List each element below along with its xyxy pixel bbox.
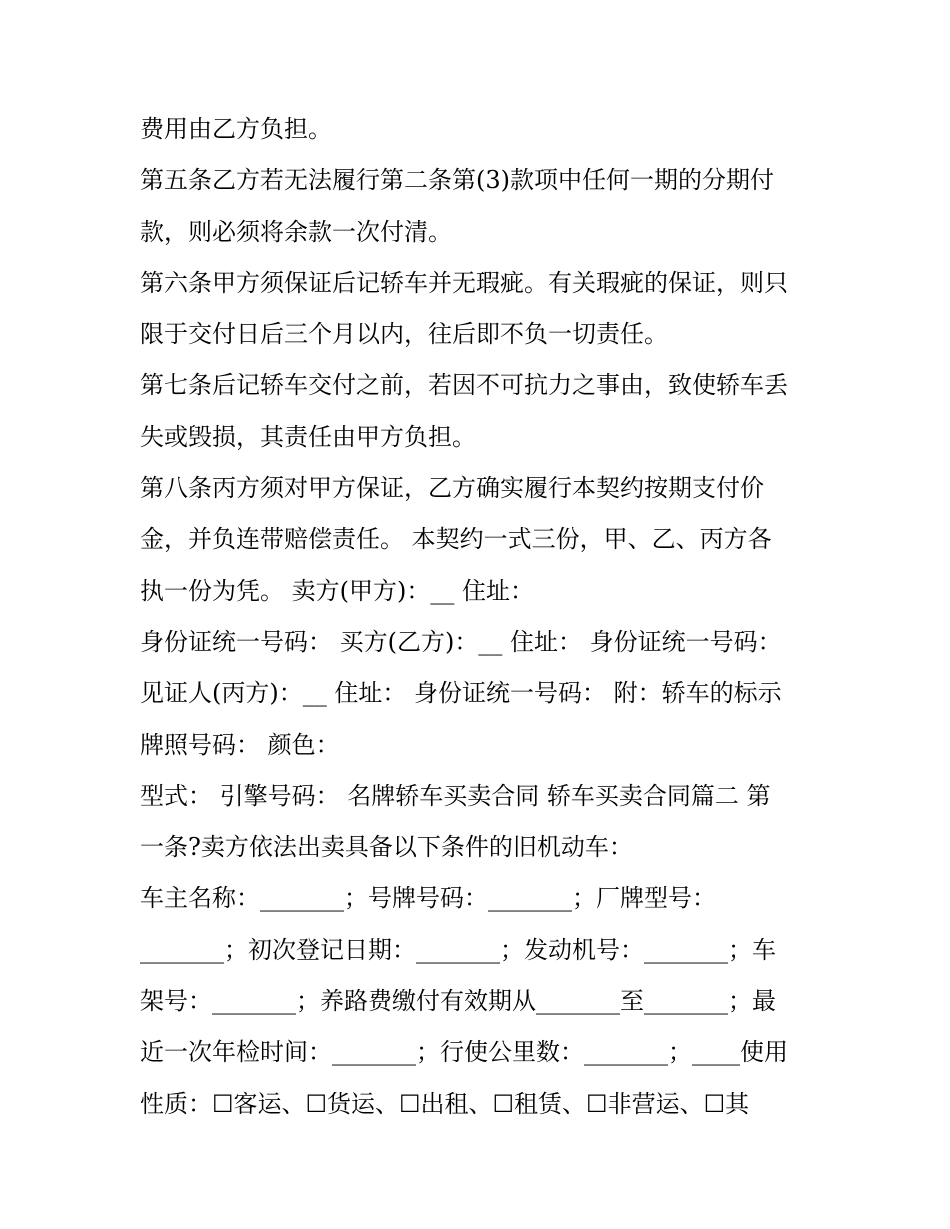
contract-text (140, 104, 820, 1130)
text-line-8: 第八条丙方须对甲方保证，乙方确实履行本契约按期支付价 (140, 474, 764, 503)
text-line-18: 架号：_______；养路费缴付有效期从_______至_______；最 (140, 987, 776, 1016)
text-line-2: 第五条乙方若无法履行第二条第(3)款项中任何一期的分期付 (140, 166, 774, 195)
text-line-10: 执一份为凭。 卖方(甲方)：__ 住址： (140, 576, 534, 605)
text-line-6: 第七条后记轿车交付之前，若因不可抗力之事由，致使轿车丢 (140, 371, 788, 400)
text-line-3: 款，则必须将余款一次付清。 (140, 217, 452, 246)
text-line-11: 身份证统一号码： 买方(乙方)：__ 住址： 身份证统一号码： (140, 627, 782, 656)
text-line-17: _______；初次登记日期：_______；发动机号：_______；车 (140, 935, 776, 964)
text-line-12: 见证人(丙方)：__ 住址： 身份证统一号码： 附：轿车的标示 (140, 679, 782, 708)
text-line-7: 失或毁损，其责任由甲方负担。 (140, 422, 476, 451)
text-line-1: 费用由乙方负担。 (140, 115, 332, 143)
text-line-4: 第六条甲方须保证后记轿车并无瑕疵。有关瑕疵的保证，则只 (140, 268, 788, 297)
text-line-16: 车主名称：_______；号牌号码：_______；厂牌型号： (140, 884, 716, 913)
text-line-13: 牌照号码： 颜色： (140, 730, 340, 759)
text-line-9: 金，并负连带赔偿责任。 本契约一式三份，甲、乙、丙方各 (140, 525, 772, 554)
text-line-20: 性质：☐客运、☐货运、☐出租、☐租赁、☐非营运、☐其 (140, 1089, 750, 1118)
text-line-15: 一条?卖方依法出卖具备以下条件的旧机动车： (140, 833, 633, 862)
text-line-14: 型式： 引擎号码： 名牌轿车买卖合同 轿车买卖合同篇二 第 (140, 781, 771, 810)
text-line-5: 限于交付日后三个月以内，往后即不负一切责任。 (140, 320, 668, 349)
text-line-19: 近一次年检时间：_______；行使公里数：_______；____使用 (140, 1038, 788, 1067)
